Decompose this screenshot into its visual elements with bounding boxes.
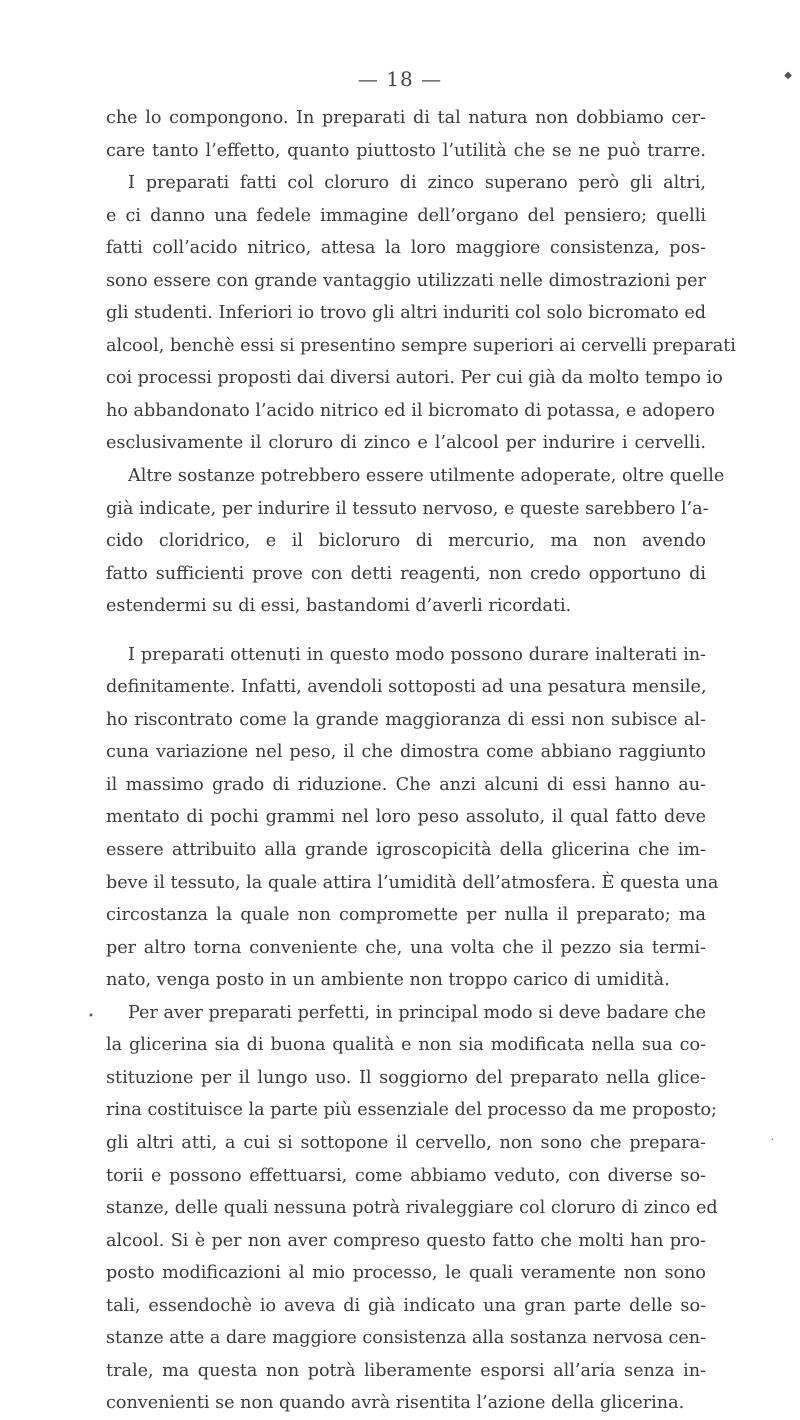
text-line: fatto sufficienti prove con detti reagenti, non credo opportuno di bbox=[106, 563, 706, 584]
text-line: trale, ma questa non potrà liberamente esporsi all’aria senza in- bbox=[106, 1360, 706, 1381]
text-line: essere attribuito alla grande igroscopicità della glicerina che im- bbox=[106, 840, 706, 861]
text-line: stanze, delle quali nessuna potrà rivaleggiare col cloruro di zinco ed bbox=[106, 1198, 718, 1219]
text-line: stituzione per il lungo uso. Il soggiorno del preparato nella glice- bbox=[106, 1067, 706, 1088]
text-line: esclusivamente il cloruro di zinco e l’alcool per indurire i cervelli. bbox=[106, 433, 706, 454]
page-number: — 18 — bbox=[357, 67, 443, 91]
text-line: gli altri atti, a cui si sottopone il cervello, non sono che prepara- bbox=[106, 1132, 706, 1153]
paragraph-1 bbox=[106, 102, 736, 623]
text-line: sono essere con grande vantaggio utilizzati nelle dimostrazioni per bbox=[106, 270, 706, 291]
text-line: la glicerina sia di buona qualità e non sia modificata nella sua co- bbox=[106, 1035, 706, 1056]
text-line: cuna variazione nel peso, il che dimostra come abbiano raggiunto bbox=[106, 742, 706, 763]
text-line: I preparati ottenuti in questo modo possono durare inalterati in- bbox=[128, 644, 706, 665]
text-line: Altre sostanze potrebbero essere utilmente adoperate, oltre quelle bbox=[128, 466, 725, 487]
text-line: mentato di pochi grammi nel loro peso assoluto, il qual fatto deve bbox=[106, 807, 706, 828]
text-line: stanze atte a dare maggiore consistenza alla sostanza nervosa cen- bbox=[106, 1328, 707, 1349]
text-line: torii e possono effettuarsi, come abbiamo veduto, con diverse so- bbox=[106, 1165, 706, 1186]
text-line: beve il tessuto, la quale attira l’umidità dell’atmosfera. È questa una bbox=[106, 872, 719, 893]
margin-mark-top: ◆ bbox=[784, 70, 792, 81]
text-line: tali, essendochè io aveva di già indicato una gran parte delle so- bbox=[106, 1295, 706, 1316]
paragraph-gap bbox=[106, 623, 706, 639]
text-line: circostanza la quale non compromette per nulla il preparato; ma bbox=[106, 905, 706, 926]
body-text bbox=[106, 102, 736, 1420]
margin-mark-bullet: • bbox=[88, 1011, 94, 1022]
text-line: rina costituisce la parte più essenziale del processo da me proposto; bbox=[106, 1100, 717, 1121]
text-line: coi processi proposti dai diversi autori. Per cui già da molto tempo io bbox=[106, 368, 723, 389]
text-line: cido cloridrico, e il bicloruro di mercurio, ma non avendo bbox=[106, 531, 706, 552]
text-line: per altro torna conveniente che, una volta che il pezzo sia termi- bbox=[106, 937, 706, 958]
text-line: il massimo grado di riduzione. Che anzi alcuni di essi hanno au- bbox=[106, 774, 706, 795]
text-line: convenienti se non quando avrà risentita l’azione della glicerina. bbox=[106, 1393, 685, 1414]
text-line: ho abbandonato l’acido nitrico ed il bicromato di potassa, e adopero bbox=[106, 400, 715, 421]
text-line: ho riscontrato come la grande maggioranza di essi non subisce al- bbox=[106, 709, 706, 730]
text-line: fatti coll’acido nitrico, attesa la loro maggiore consistenza, pos- bbox=[106, 238, 706, 259]
text-line: alcool. Si è per non aver compreso questo fatto che molti han pro- bbox=[106, 1230, 706, 1251]
margin-mark-right: · bbox=[770, 1135, 774, 1146]
text-line: già indicate, per indurire il tessuto nervoso, e queste sarebbero l’a- bbox=[106, 498, 709, 519]
text-line: posto modificazioni al mio processo, le quali veramente non sono bbox=[106, 1263, 706, 1284]
text-line: e ci danno una fedele immagine dell’organo del pensiero; quelli bbox=[106, 205, 706, 226]
paragraph-2 bbox=[106, 639, 719, 1420]
text-line: care tanto l’effetto, quanto piuttosto l’utilità che se ne può trarre. bbox=[106, 140, 706, 161]
text-line: Per aver preparati perfetti, in principal modo si deve badare che bbox=[128, 1002, 706, 1023]
text-line: estendermi su di essi, bastandomi d’averli ricordati. bbox=[106, 596, 572, 617]
text-line: I preparati fatti col cloruro di zinco superano però gli altri, bbox=[128, 173, 706, 194]
text-line: che lo compongono. In preparati di tal natura non dobbiamo cer- bbox=[106, 108, 706, 128]
text-line: gli studenti. Inferiori io trovo gli altri induriti col solo bicromato ed bbox=[106, 303, 706, 324]
text-line: definitamente. Infatti, avendoli sottoposti ad una pesatura mensile, bbox=[106, 677, 707, 698]
text-line: nato, venga posto in un ambiente non troppo carico di umidità. bbox=[106, 970, 670, 991]
text-line: alcool, benchè essi si presentino sempre superiori ai cervelli preparati bbox=[106, 335, 736, 356]
